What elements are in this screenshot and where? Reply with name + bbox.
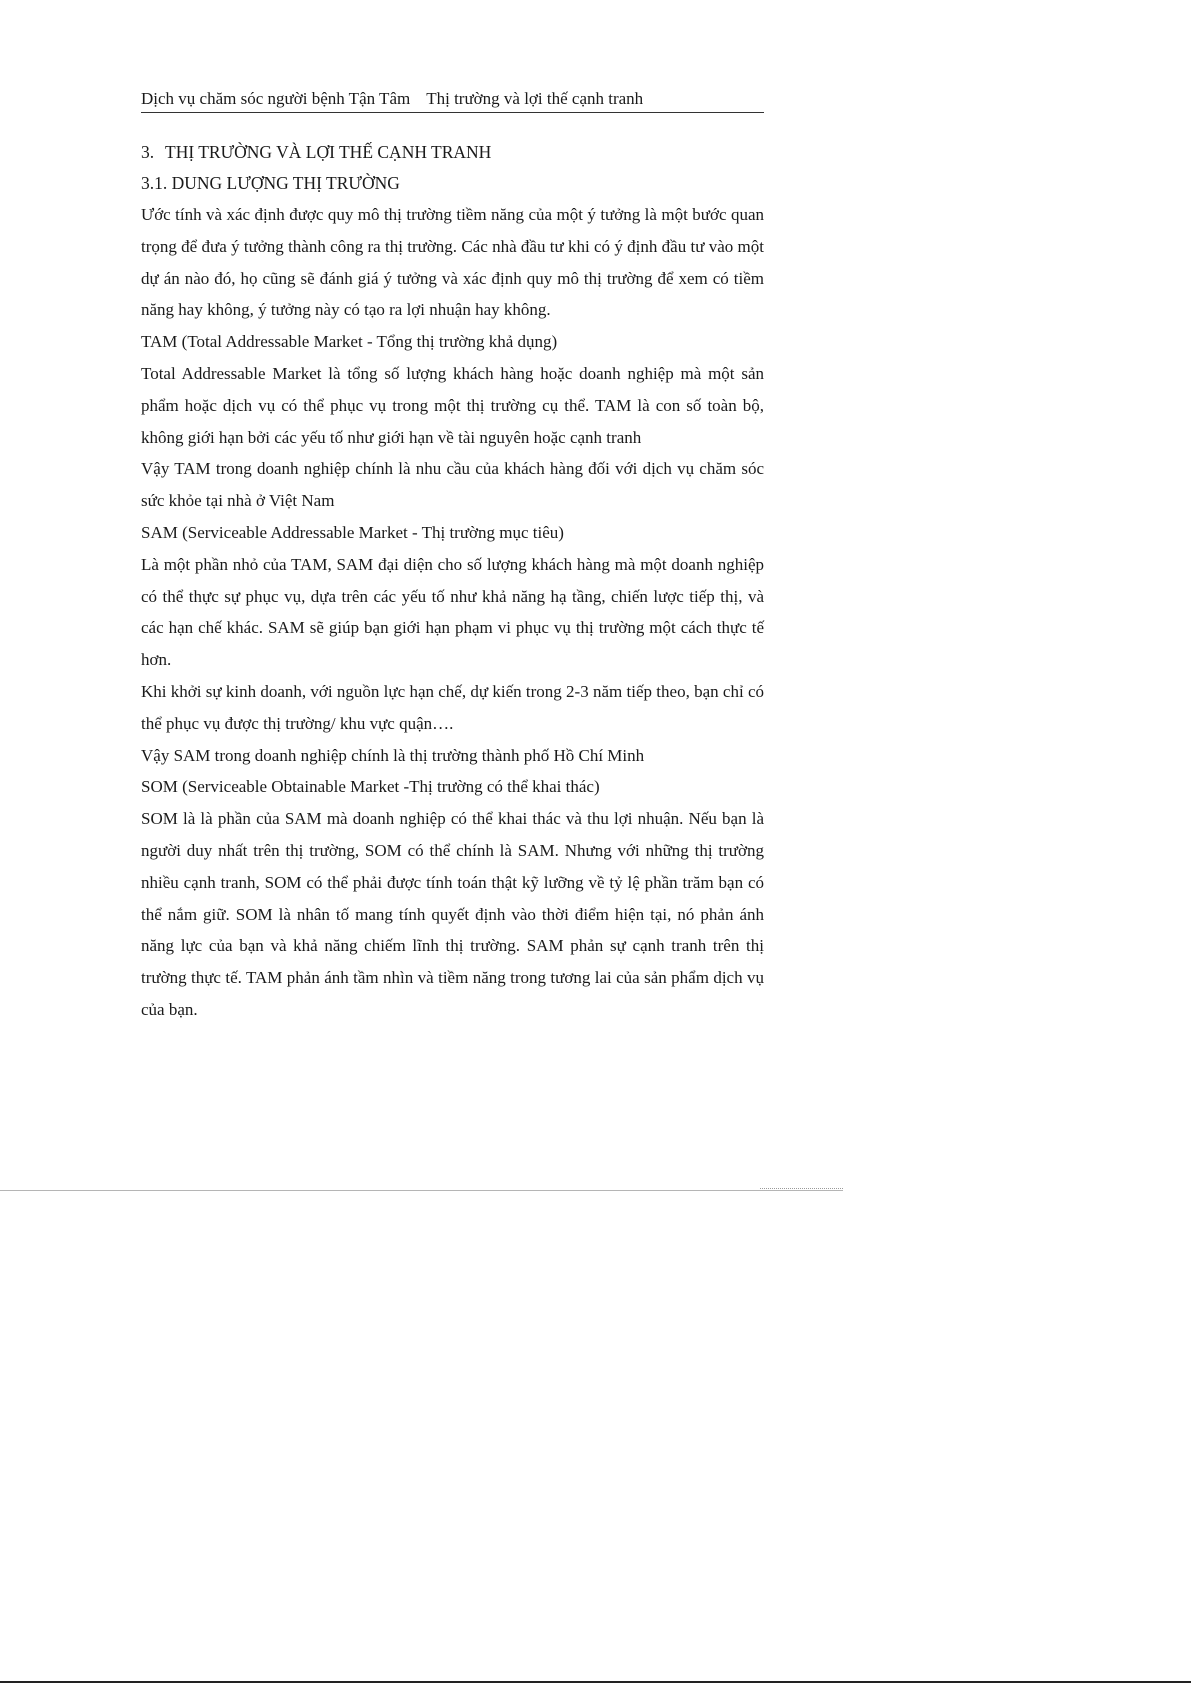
som-definition: SOM là là phần của SAM mà doanh nghiệp có thể khai thác và thu lợi nhuận. Nếu bạn là người duy nhất trên thị trường, SOM có thể chính là SAM. Nhưng với những thị trường nhiều cạnh tranh, SOM có thể phải được tính toán thật kỹ lưỡng về tỷ lệ phần trăm bạn có thể nắm giữ. SOM là nhân tố mang tính quyết định vào thời điểm hiện tại, nó phản ánh năng lực của bạn và khả năng chiếm lĩnh thị trường. SAM phản sự cạnh tranh trên thị trường thực tế. TAM phản ánh tầm nhìn và tiềm năng trong tương lai của sản phẩm dịch vụ của bạn. (141, 809, 764, 1019)
sam-definition: Là một phần nhỏ của TAM, SAM đại diện cho số lượng khách hàng mà một doanh nghiệp có thể thực sự phục vụ, dựa trên các yếu tố như khả năng hạ tầng, chiến lược tiếp thị, và các hạn chế khác. SAM sẽ giúp bạn giới hạn phạm vi phục vụ thị trường một cách thực tế hơn. (141, 554, 764, 670)
footer-divider-dotted (760, 1188, 843, 1189)
page-bottom-edge (0, 1681, 1191, 1683)
sam-label: SAM (Serviceable Addressable Market - Thị trường mục tiêu) (141, 522, 564, 542)
sam-application: Vậy SAM trong doanh nghiệp chính là thị trường thành phố Hồ Chí Minh (141, 745, 645, 765)
som-label: SOM (Serviceable Obtainable Market -Thị trường có thể khai thác) (141, 777, 600, 797)
page-header (141, 86, 764, 113)
tam-label: TAM (Total Addressable Market - Tổng thị trường khả dụng) (141, 332, 558, 352)
section-title: THỊ TRƯỜNG VÀ LỢI THẾ CẠNH TRANH (165, 142, 492, 162)
footer-divider (0, 1190, 843, 1191)
document-body (141, 137, 764, 1026)
intro-paragraph: Ước tính và xác định được quy mô thị trường tiềm năng của một ý tưởng là một bước quan trọng để đưa ý tưởng thành công ra thị trường. Các nhà đầu tư khi có ý định đầu tư vào một dự án nào đó, họ cũng sẽ đánh giá ý tưởng và xác định quy mô thị trường để xem có tiềm năng hay không, ý tưởng này có tạo ra lợi nhuận hay không. (141, 205, 764, 320)
tam-definition: Total Addressable Market là tổng số lượng khách hàng hoặc doanh nghiệp mà một sản phẩm hoặc dịch vụ có thể phục vụ trong một thị trường cụ thể. TAM là con số toàn bộ, không giới hạn bởi các yếu tố như giới hạn về tài nguyên hoặc cạnh tranh (141, 363, 764, 447)
header-chapter-title: Thị trường và lợi thế cạnh tranh (426, 89, 644, 108)
header-document-title: Dịch vụ chăm sóc người bệnh Tận Tâm (141, 89, 411, 108)
section-number: 3. (141, 142, 155, 162)
tam-application: Vậy TAM trong doanh nghiệp chính là nhu cầu của khách hàng đối với dịch vụ chăm sóc sức khỏe tại nhà ở Việt Nam (141, 459, 764, 511)
section-heading (141, 137, 764, 168)
sam-context: Khi khởi sự kinh doanh, với nguồn lực hạn chế, dự kiến trong 2-3 năm tiếp theo, bạn chỉ có thể phục vụ được thị trường/ khu vực quận…. (141, 681, 764, 733)
subsection-heading: 3.1. DUNG LƯỢNG THỊ TRƯỜNG (141, 173, 400, 193)
